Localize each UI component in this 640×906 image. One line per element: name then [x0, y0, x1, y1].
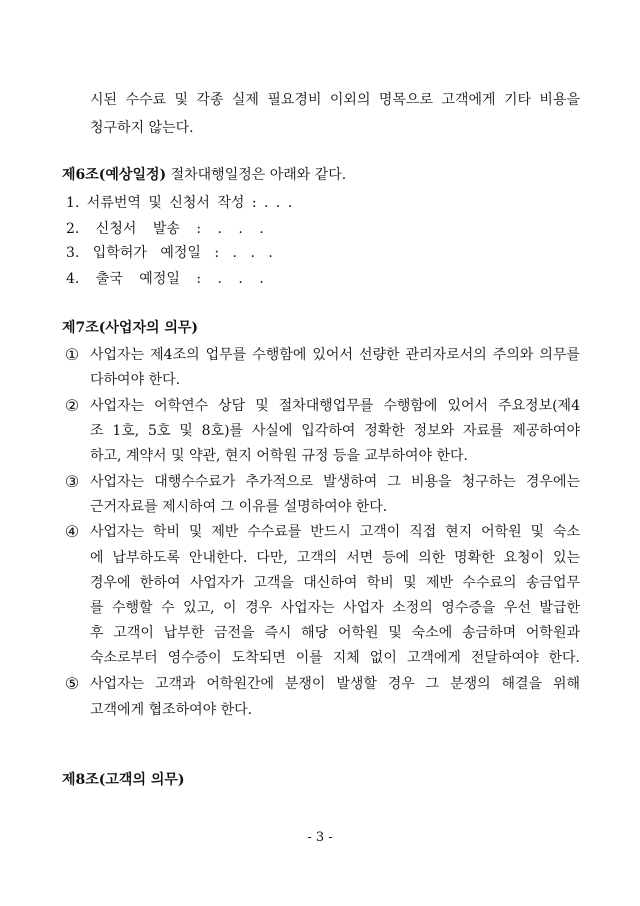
article-7-item-4-line-5: 후 고객이 납부한 금전을 즉시 해당 어학원 및 숙소에 송금하며 어학원과 — [90, 625, 580, 641]
schedule-item-2: 2. 신청서 발송 : . . . — [66, 221, 264, 237]
article-7-item-4-line-6: 숙소로부터 영수증이 도착되면 이를 지체 없이 고객에게 전달하여야 한다. — [90, 650, 580, 666]
schedule-item-4: 4. 출국 예정일 : . . . — [66, 271, 264, 287]
article-7-item-2-line-3: 하고, 계약서 및 약관, 현지 어학원 규정 등을 교부하여야 한다. — [90, 448, 468, 464]
article-7-item-5-line-1: 사업자는 고객과 어학원간에 분쟁이 발생할 경우 그 분쟁의 해결을 위해 — [90, 676, 580, 692]
article-8-heading: 제8조(고객의 의무) — [62, 772, 185, 788]
article-6-heading: 제6조(예상일정) — [62, 167, 167, 183]
article-7-item-4-line-3: 경우에 한하여 사업자가 고객을 대신하여 학비 및 제반 수수료의 송금업무 — [90, 575, 580, 591]
page-number: - 3 - — [307, 830, 333, 845]
article-7-item-2-line-1: 사업자는 어학연수 상담 및 절차대행업무를 수행함에 있어서 주요정보(제4 — [90, 398, 580, 414]
circled-number-4: ④ — [64, 522, 80, 541]
circled-number-2: ② — [64, 396, 80, 415]
article-6-title — [62, 165, 346, 185]
article-6-intro: 절차대행일정은 아래와 같다. — [170, 167, 347, 183]
article-7-item-4-line-4: 를 수행할 수 있고, 이 경우 사업자는 사업자 소정의 영수증을 우선 발급한 — [90, 600, 580, 616]
article-7-item-3-line-1: 사업자는 대행수수료가 추가적으로 발생하여 그 비용을 청구하는 경우에는 — [90, 474, 580, 490]
schedule-item-3: 3. 입학허가 예정일 : . . . — [66, 245, 273, 261]
continuation-line-1: 시된 수수료 및 각종 실제 필요경비 이외의 명목으로 고객에게 기타 비용을 — [90, 92, 580, 108]
article-7-item-1-line-2: 다하여야 한다. — [90, 372, 181, 388]
circled-number-1: ① — [64, 345, 80, 364]
continuation-line-2: 청구하지 않는다. — [90, 120, 194, 136]
article-7-item-5-line-2: 고객에게 협조하여야 한다. — [90, 702, 253, 718]
article-7-item-4-line-1: 사업자는 학비 및 제반 수수료를 반드시 고객이 직접 현지 어학원 및 숙소 — [90, 524, 580, 540]
circled-number-5: ⑤ — [64, 674, 80, 693]
article-7-item-3-line-2: 근거자료를 제시하여 그 이유를 설명하여야 한다. — [90, 499, 388, 515]
circled-number-3: ③ — [64, 472, 80, 491]
article-7-item-1-line-1: 사업자는 제4조의 업무를 수행함에 있어서 선량한 관리자로서의 주의와 의무를 — [90, 347, 580, 363]
article-7-heading: 제7조(사업자의 의무) — [62, 320, 199, 336]
article-7-item-4-line-2: 에 납부하도록 안내한다. 다만, 고객의 서면 등에 의한 명확한 요청이 있는 — [90, 550, 580, 566]
article-7-item-2-line-2: 조 1호, 5호 및 8호)를 사실에 입각하여 정확한 정보와 자료를 제공하여야 — [90, 423, 580, 439]
schedule-item-1: 1. 서류번역 및 신청서 작성 : . . . — [66, 195, 293, 211]
